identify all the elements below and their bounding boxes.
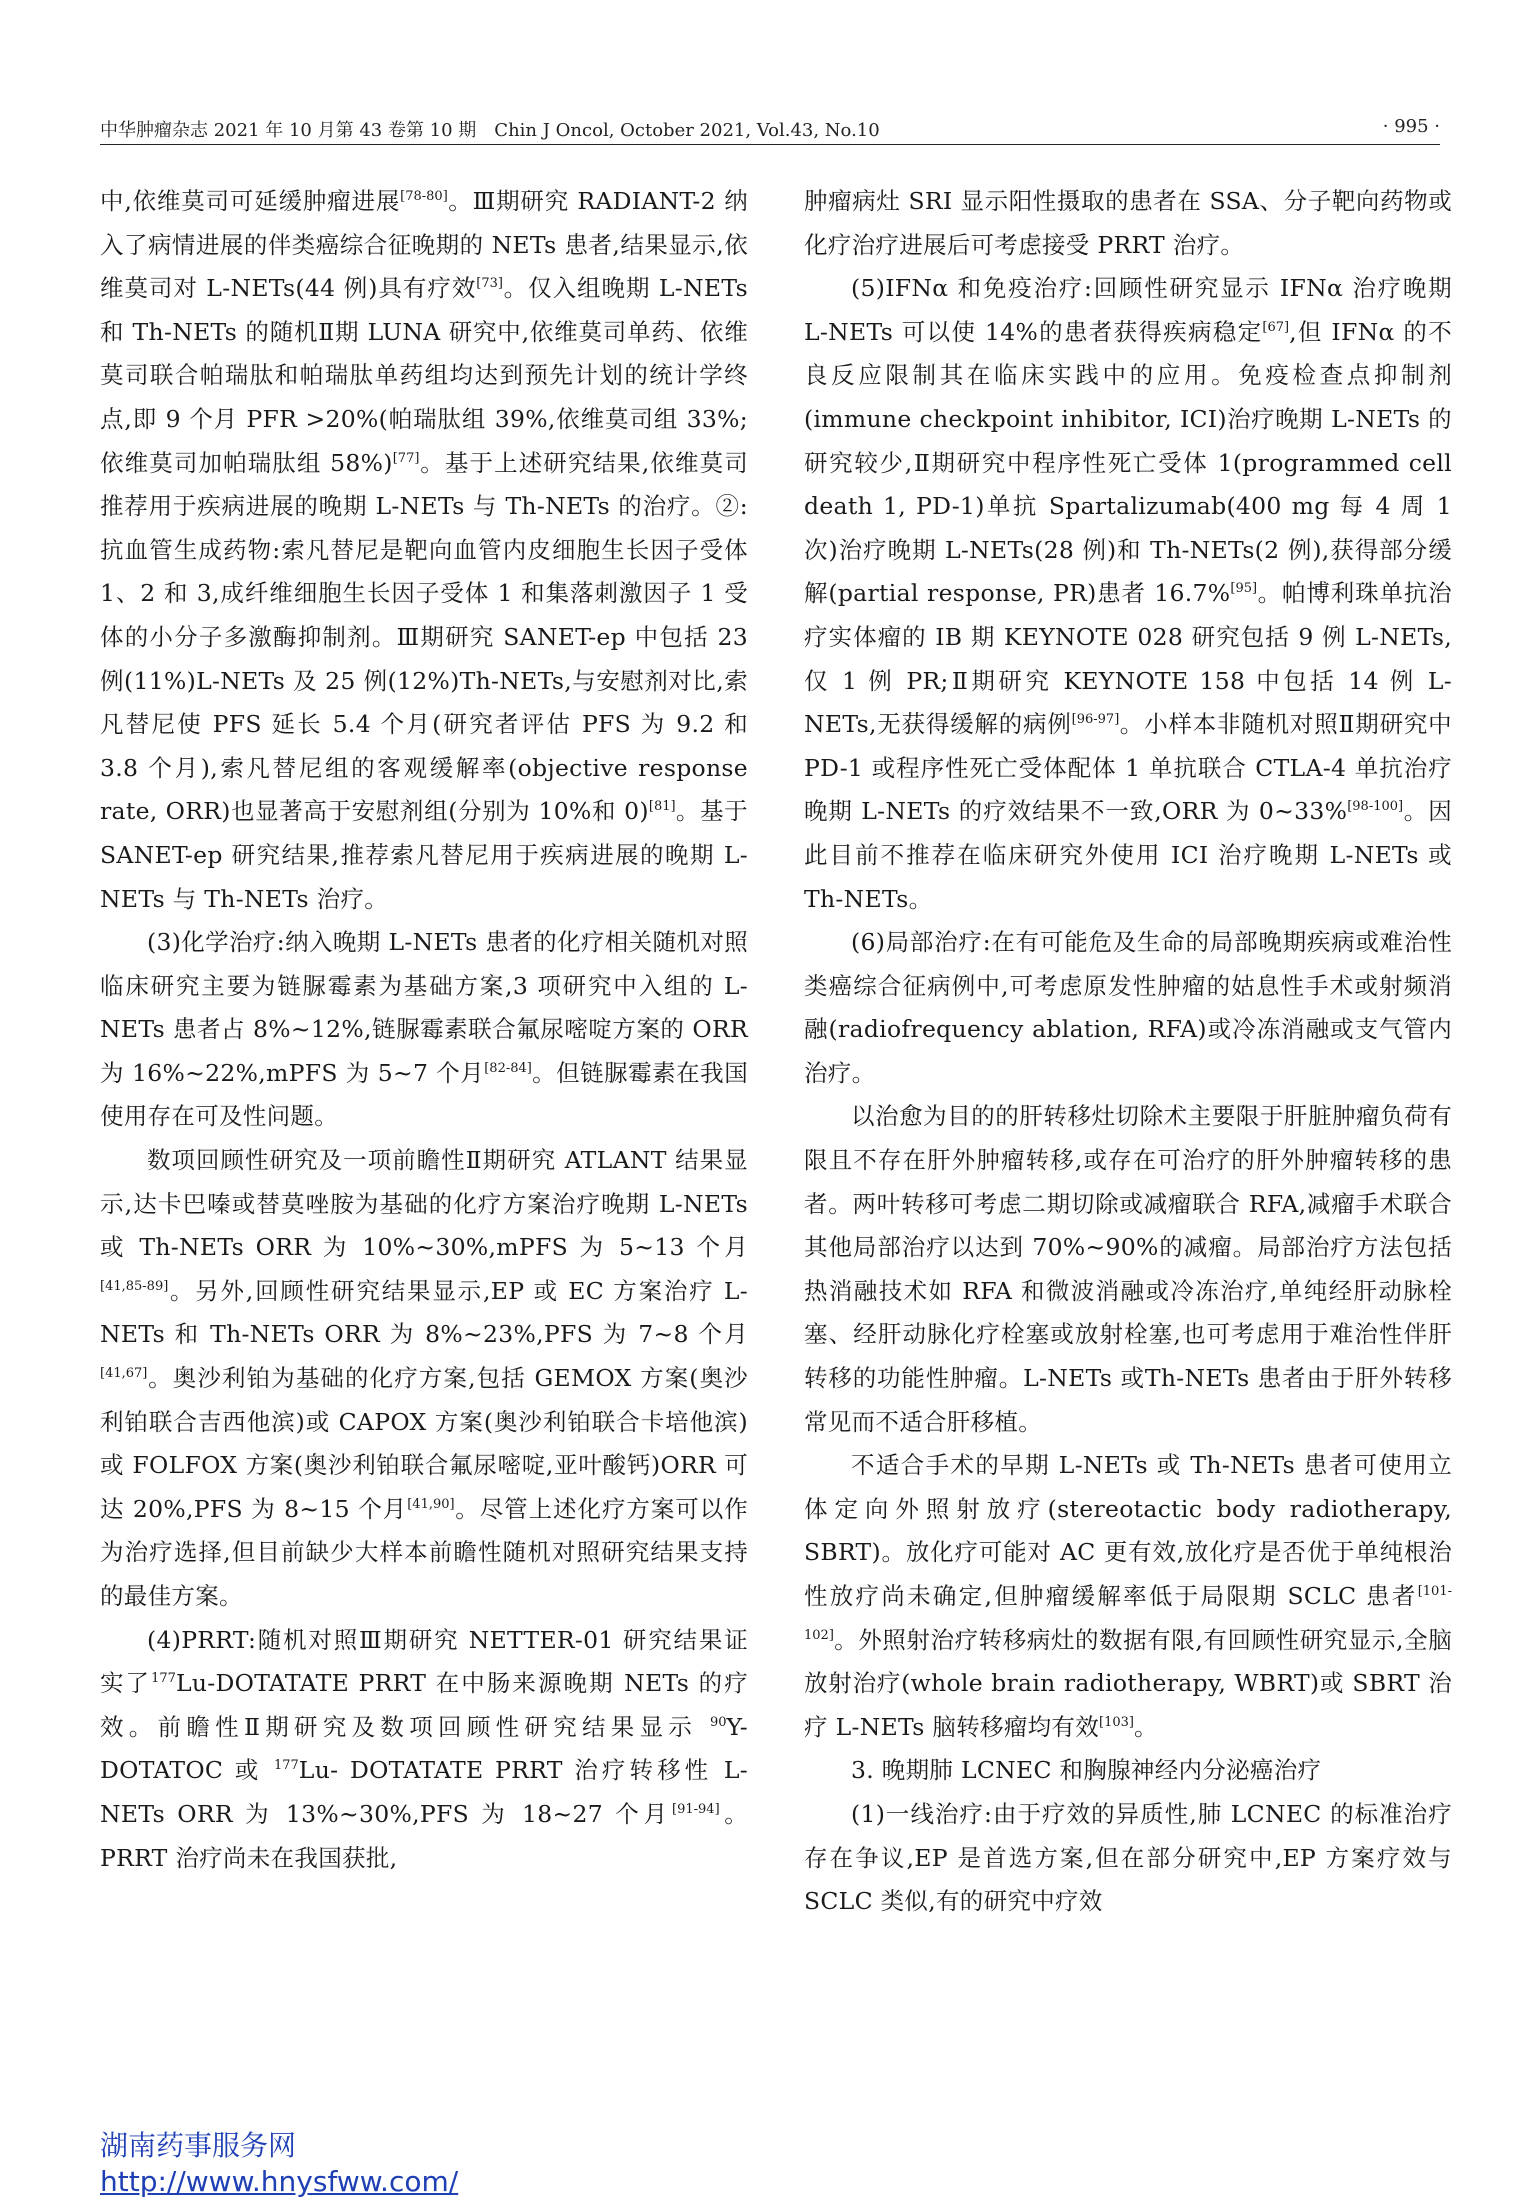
paragraph-text: 数项回顾性研究及一项前瞻性Ⅱ期研究 ATLANT 结果显示,达卡巴嗪或替莫唑胺为基础的化疗方案治疗晚期 L-NETs 或 Th-NETs ORR 为 10%~30%,mPFS 为 5~13 个月 [100,1146,748,1262]
body-paragraph [804,267,1452,921]
journal-title-en: Chin J Oncol, October 2021, Vol.43, No.10 [494,120,880,141]
paragraph-text: 。基于上述研究结果,依维莫司推荐用于疾病进展的晚期 L-NETs 与 Th-NETs 的治疗。②:抗血管生成药物:索凡替尼是靶向血管内皮细胞生长因子受体 1、2 和 3,成纤维细胞生长因子受体 1 和集落刺激因子 1 受体的小分子多激酶抑制剂。Ⅲ期研究 SANET-ep 中包括 23 例(11%)L-NETs 及 25 例(12%)Th-NETs,与安慰剂对比,索凡替尼使 PFS 延长 5.4 个月(研究者评估 PFS 为 9.2 和 3.8 个月),索凡替尼组的客观缓解率(objective response rate, ORR)也显著高于安慰剂组(分别为 10%和 0) [100,448,749,826]
citation-reference: [73] [476,276,503,292]
paragraph-text: 3. 晚期肺 LCNEC 和胸腺神经内分泌癌治疗 [851,1756,1322,1785]
citation-reference: [103] [1099,1714,1134,1730]
journal-citation [100,116,880,142]
paragraph-text: 。奥沙利铂为基础的化疗方案,包括 GEMOX 方案(奥沙利铂联合吉西他滨)或 CAPOX 方案(奥沙利铂联合卡培他滨)或 FOLFOX 方案(奥沙利铂联合氟尿嘧啶,亚叶酸钙)ORR 可达 20%,PFS 为 8~15 个月 [100,1364,748,1523]
paragraph-text: 。外照射治疗转移病灶的数据有限,有回顾性研究显示,全脑放射治疗(whole brain radiotherapy, WBRT)或 SBRT 治疗 L-NETs 脑转移瘤均有效 [804,1625,1452,1741]
citation-reference: [41,85-89] [100,1278,169,1294]
paragraph-text: 。小样本非随机对照Ⅱ期研究中 PD-1 或程序性死亡受体配体 1 单抗联合 CTLA-4 单抗治疗晚期 L-NETs 的疗效结果不一致,ORR 为 0~33% [804,710,1452,826]
paragraph-text: (1)一线治疗:由于疗效的异质性,肺 LCNEC 的标准治疗存在争议,EP 是首选方案,但在部分研究中,EP 方案疗效与 SCLC 类似,有的研究中疗效 [804,1799,1452,1916]
paragraph-text: (6)局部治疗:在有可能危及生命的局部晚期疾病或难治性类癌综合征病例中,可考虑原发性肿瘤的姑息性手术或射频消融(radiofrequency ablation, RFA)或冷冻消融或支气管内治疗。 [804,928,1452,1087]
citation-reference: [41,67] [100,1366,148,1382]
paragraph-text: 肿瘤病灶 SRI 显示阳性摄取的患者在 SSA、分子靶向药物或化疗治疗进展后可考虑接受 PRRT 治疗。 [804,187,1452,259]
paragraph-text: 。 [1134,1712,1158,1741]
paragraph-text: 。但链脲霉素在我国使用存在可及性问题。 [100,1058,749,1131]
body-paragraph [804,1095,1452,1444]
citation-reference: [67] [1262,319,1290,335]
citation-reference: [82-84] [484,1060,532,1076]
journal-title-cn: 中华肿瘤杂志 2021 年 10 月第 43 卷第 10 期 [100,120,477,141]
paragraph-text: Y- DOTATOC 或 [100,1712,748,1785]
watermark-site-name: 湖南药事服务网 [100,2129,297,2162]
citation-reference: [81] [648,799,676,815]
paragraph-text: 。仅入组晚期 L-NETs 和 Th-NETs 的随机Ⅱ期 LUNA 研究中,依维莫司单药、依维莫司联合帕瑞肽和帕瑞肽单药组均达到预先计划的统计学终点,即 9 个月 PFR >20%(帕瑞肽组 39%,依维莫司组 33%;依维莫司加帕瑞肽组 58%) [100,274,748,477]
body-paragraph [804,1793,1452,1924]
body-paragraph [100,180,748,921]
citation-reference: [78-80] [400,189,448,204]
paragraph-text: 。因此目前不推荐在临床研究外使用 ICI 治疗晚期 L-NETs 或 Th-NETs。 [804,797,1452,913]
citation-reference: [41,90] [407,1496,455,1512]
running-header [100,110,1440,145]
paragraph-text: 。另外,回顾性研究结果显示,EP 或 EC 方案治疗 L-NETs 和 Th-NETs ORR 为 8%~23%,PFS 为 7~8 个月 [100,1276,748,1349]
citation-reference: 90 [709,1714,727,1730]
paragraph-text: ,但 IFNα 的不良反应限制其在临床实践中的应用。免疫检查点抑制剂(immune checkpoint inhibitor, ICI)治疗晚期 L-NETs 的研究较少,Ⅱ期研究中程序性死亡受体 1(programmed cell death 1, PD-1)单抗 Spartalizumab(400 mg 每 4 周 1 次)治疗晚期 L-NETs(28 例)和 Th-NETs(2 例),获得部分缓解(partial response, PR)患者 16.7% [804,317,1452,608]
body-paragraph [100,921,748,1139]
body-paragraph [804,921,1452,1095]
site-watermark [100,2128,458,2200]
paragraph-text: Lu-DOTATATE PRRT 在中肠来源晚期 NETs 的疗效。前瞻性Ⅱ期研究及数项回顾性研究结果显示 [100,1669,748,1741]
paragraph-text: (3)化学治疗:纳入晚期 L-NETs 患者的化疗相关随机对照临床研究主要为链脲霉素为基础方案,3 项研究中入组的 L-NETs 患者占 8%~12%,链脲霉素联合氟尿嘧啶方案的 ORR 为 16%~22%,mPFS 为 5~7 个月 [100,928,748,1087]
body-paragraph [100,1139,748,1619]
paragraph-text: Lu- DOTATATE PRRT 治疗转移性 L-NETs ORR 为 13%~30%,PFS 为 18~27 个月 [100,1756,749,1828]
paragraph-text: (4)PRRT:随机对照Ⅲ期研究 NETTER-01 研究结果证实了 [100,1625,748,1698]
body-paragraph [804,180,1452,267]
paragraph-text: 。尽管上述化疗方案可以作为治疗选择,但目前缺少大样本前瞻性随机对照研究结果支持的最佳方案。 [100,1494,748,1610]
body-paragraph [100,1619,748,1881]
paragraph-text: 。基于 SANET-ep 研究结果,推荐索凡替尼用于疾病进展的晚期 L-NETs 与 Th-NETs 治疗。 [100,797,748,913]
paragraph-text: 不适合手术的早期 L-NETs 或 Th-NETs 患者可使用立体定向外照射放疗(stereotactic body radiotherapy, SBRT)。放化疗可能对 AC 更有效,放化疗是否优于单纯根治性放疗尚未确定,但肿瘤缓解率低于局限期 SCLC 患者 [804,1451,1452,1610]
citation-reference: [95] [1230,581,1258,597]
citation-reference: [77] [392,450,420,466]
paragraph-text: 。PRRT 治疗尚未在我国获批, [100,1799,748,1872]
left-column [100,180,748,1880]
citation-reference: [98-100] [1347,799,1404,815]
paragraph-text: (5)IFNα 和免疫治疗:回顾性研究显示 IFNα 治疗晚期 L-NETs 可以使 14%的患者获得疾病稳定 [804,274,1452,346]
citation-reference: 177 [151,1671,176,1687]
paragraph-text: 中,依维莫司可延缓肿瘤进展 [100,187,401,215]
citation-reference: 177 [273,1758,299,1774]
page-number: · 995 · [1382,116,1440,137]
paragraph-text: 。帕博利珠单抗治疗实体瘤的 IB 期 KEYNOTE 028 研究包括 9 例 L-NETs,仅 1 例 PR;Ⅱ期研究 KEYNOTE 158 中包括 14 例 L-NETs,无获得缓解的病例 [804,579,1452,739]
paragraph-text: 。Ⅲ期研究 RADIANT-2 纳入了病情进展的伴类癌综合征晚期的 NETs 患者,结果显示,依维莫司对 L-NETs(44 例)具有疗效 [100,187,748,303]
paragraph-text: 以治愈为目的的肝转移灶切除术主要限于肝脏肿瘤负荷有限且不存在肝外肿瘤转移,或存在可治疗的肝外肿瘤转移的患者。两叶转移可考虑二期切除或减瘤联合 RFA,减瘤手术联合其他局部治疗以达到 70%~90%的减瘤。局部治疗方法包括热消融技术如 RFA 和微波消融或冷冻治疗,单纯经肝动脉栓塞、经肝动脉化疗栓塞或放射栓塞,也可考虑用于难治性伴肝转移的功能性肿瘤。L-NETs 或Th-NETs 患者由于肝外转移常见而不适合肝移植。 [804,1102,1452,1436]
body-paragraph [804,1444,1452,1749]
watermark-url-link[interactable]: http://www.hnysfww.com/ [100,2165,459,2198]
citation-reference: [91-94] [672,1801,720,1817]
citation-reference: [101-102] [804,1584,1452,1643]
section-subheading [804,1749,1452,1793]
right-column [804,180,1452,1924]
citation-reference: [96-97] [1071,712,1120,728]
